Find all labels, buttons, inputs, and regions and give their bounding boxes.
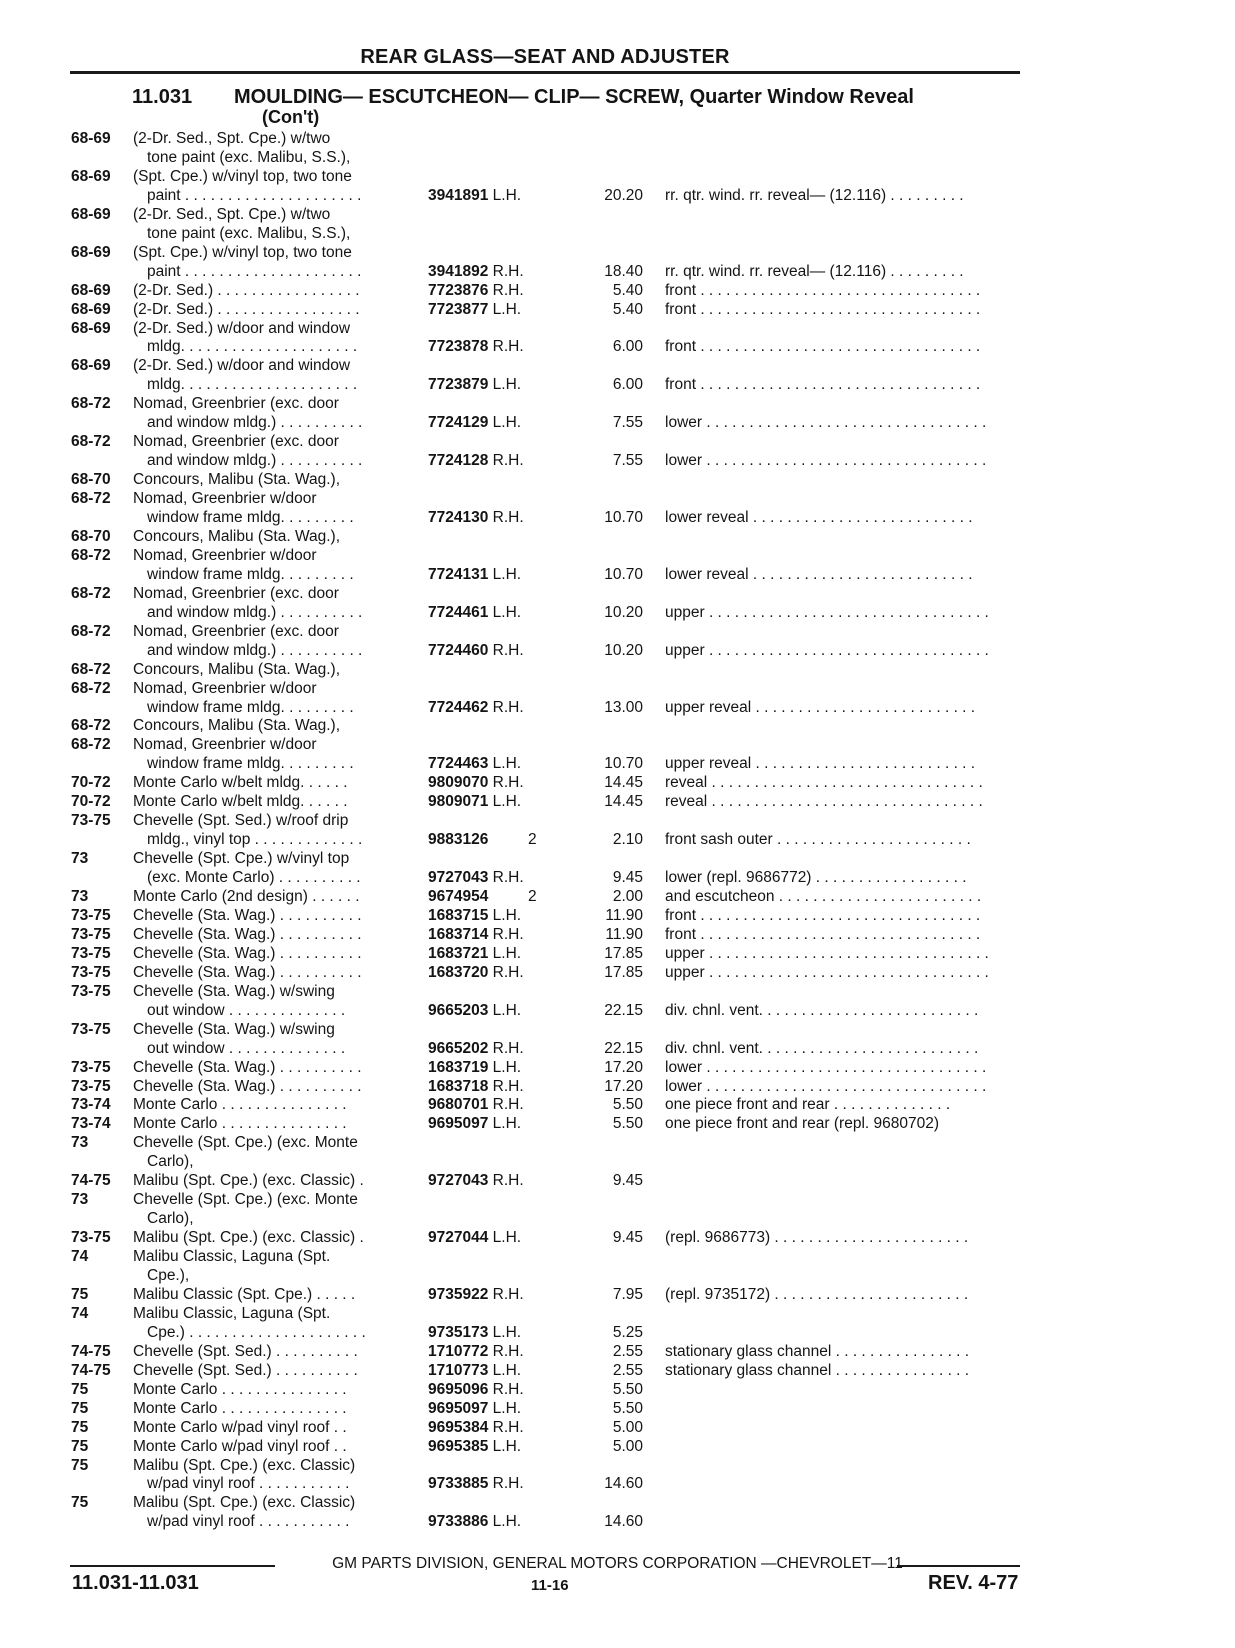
remarks: upper reveal . . . . . . . . . . . . . . . . . . . . . . . . . . bbox=[665, 699, 976, 716]
side-designation: R.H. bbox=[492, 263, 524, 280]
side-designation: R.H. bbox=[492, 1381, 524, 1398]
side-designation: L.H. bbox=[492, 1115, 522, 1132]
price: 2.55 bbox=[612, 1343, 643, 1360]
model-year: 70-72 bbox=[71, 774, 111, 791]
quantity: 2 bbox=[528, 888, 537, 905]
side-designation: L.H. bbox=[492, 1229, 522, 1246]
price: 6.00 bbox=[612, 338, 643, 355]
vehicle-description: tone paint (exc. Malibu, S.S.), bbox=[147, 149, 351, 166]
side-designation: L.H. bbox=[492, 566, 522, 583]
part-number: 1683714 R.H. bbox=[428, 926, 524, 943]
price: 11.90 bbox=[605, 926, 643, 943]
vehicle-description: out window . . . . . . . . . . . . . . bbox=[147, 1040, 346, 1057]
side-designation: R.H. bbox=[492, 1096, 524, 1113]
vehicle-description: Monte Carlo . . . . . . . . . . . . . . . bbox=[133, 1115, 347, 1132]
side-designation: L.H. bbox=[492, 1059, 522, 1076]
vehicle-description: Chevelle (Spt. Sed.) . . . . . . . . . . bbox=[133, 1362, 358, 1379]
vehicle-description: mldg. . . . . . . . . . . . . . . . . . . . . bbox=[147, 338, 358, 355]
vehicle-description: Chevelle (Spt. Cpe.) w/vinyl top bbox=[133, 850, 350, 867]
vehicle-description: (2-Dr. Sed.) w/door and window bbox=[133, 357, 351, 374]
vehicle-description: (2-Dr. Sed., Spt. Cpe.) w/two bbox=[133, 130, 331, 147]
model-year: 73-75 bbox=[71, 964, 111, 981]
vehicle-description: Monte Carlo (2nd design) . . . . . . bbox=[133, 888, 360, 905]
model-year: 73 bbox=[71, 850, 89, 867]
part-number: 9695385 L.H. bbox=[428, 1438, 522, 1455]
remarks: reveal . . . . . . . . . . . . . . . . . . . . . . . . . . . . . . . . bbox=[665, 793, 983, 810]
part-number: 9809071 L.H. bbox=[428, 793, 522, 810]
remarks: rr. qtr. wind. rr. reveal— (12.116) . . . . . . . . . bbox=[665, 263, 964, 280]
model-year: 73-75 bbox=[71, 983, 111, 1000]
model-year: 73-74 bbox=[71, 1115, 111, 1132]
price: 17.85 bbox=[604, 945, 643, 962]
vehicle-description: (Spt. Cpe.) w/vinyl top, two tone bbox=[133, 168, 352, 185]
part-number: 7723879 L.H. bbox=[428, 376, 522, 393]
footer-section-range: 11.031-11.031 bbox=[72, 1572, 199, 1594]
vehicle-description: Malibu (Spt. Cpe.) (exc. Classic) . bbox=[133, 1172, 364, 1189]
vehicle-description: (2-Dr. Sed.) . . . . . . . . . . . . . . . . . bbox=[133, 282, 360, 299]
model-year: 70-72 bbox=[71, 793, 111, 810]
side-designation: R.H. bbox=[492, 338, 524, 355]
price: 9.45 bbox=[612, 1229, 643, 1246]
part-number: 9695097 L.H. bbox=[428, 1400, 522, 1417]
price: 20.20 bbox=[604, 187, 643, 204]
vehicle-description: Concours, Malibu (Sta. Wag.), bbox=[133, 528, 341, 545]
price: 2.55 bbox=[612, 1362, 643, 1379]
section-number: 11.031 bbox=[132, 86, 193, 108]
model-year: 75 bbox=[71, 1494, 89, 1511]
model-year: 73 bbox=[71, 1191, 89, 1208]
price: 6.00 bbox=[612, 376, 643, 393]
side-designation: R.H. bbox=[492, 869, 524, 886]
vehicle-description: w/pad vinyl roof . . . . . . . . . . . bbox=[147, 1513, 350, 1530]
remarks: (repl. 9686773) . . . . . . . . . . . . . . . . . . . . . . . bbox=[665, 1229, 969, 1246]
vehicle-description: Monte Carlo . . . . . . . . . . . . . . . bbox=[133, 1381, 347, 1398]
model-year: 68-72 bbox=[71, 547, 111, 564]
part-number: 9727043 R.H. bbox=[428, 869, 524, 886]
part-number: 9733886 L.H. bbox=[428, 1513, 522, 1530]
price: 9.45 bbox=[612, 1172, 643, 1189]
model-year: 68-69 bbox=[71, 168, 111, 185]
remarks: lower reveal . . . . . . . . . . . . . . . . . . . . . . . . . . bbox=[665, 509, 973, 526]
vehicle-description: Nomad, Greenbrier (exc. door bbox=[133, 623, 339, 640]
side-designation: R.H. bbox=[492, 1172, 524, 1189]
side-designation: R.H. bbox=[492, 452, 524, 469]
part-number: 9695097 L.H. bbox=[428, 1115, 522, 1132]
side-designation: L.H. bbox=[492, 1438, 522, 1455]
part-number: 7724129 L.H. bbox=[428, 414, 522, 431]
remarks: front . . . . . . . . . . . . . . . . . . . . . . . . . . . . . . . . . bbox=[665, 926, 981, 943]
price: 14.45 bbox=[604, 774, 643, 791]
remarks: stationary glass channel . . . . . . . . . . . . . . . . bbox=[665, 1362, 970, 1379]
vehicle-description: out window . . . . . . . . . . . . . . bbox=[147, 1002, 346, 1019]
remarks: and escutcheon . . . . . . . . . . . . . . . . . . . . . . . . bbox=[665, 888, 982, 905]
vehicle-description: Chevelle (Sta. Wag.) . . . . . . . . . . bbox=[133, 1078, 362, 1095]
vehicle-description: Carlo), bbox=[147, 1210, 194, 1227]
model-year: 75 bbox=[71, 1438, 89, 1455]
quantity: 2 bbox=[528, 831, 537, 848]
side-designation: R.H. bbox=[492, 642, 524, 659]
model-year: 68-69 bbox=[71, 301, 111, 318]
vehicle-description: (2-Dr. Sed.) . . . . . . . . . . . . . . . . . bbox=[133, 301, 360, 318]
side-designation: L.H. bbox=[492, 1002, 522, 1019]
model-year: 75 bbox=[71, 1419, 89, 1436]
vehicle-description: and window mldg.) . . . . . . . . . . bbox=[147, 452, 363, 469]
vehicle-description: (Spt. Cpe.) w/vinyl top, two tone bbox=[133, 244, 352, 261]
vehicle-description: Chevelle (Sta. Wag.) . . . . . . . . . . bbox=[133, 945, 362, 962]
part-number: 7723876 R.H. bbox=[428, 282, 524, 299]
price: 10.70 bbox=[604, 566, 643, 583]
side-designation: R.H. bbox=[492, 699, 524, 716]
part-number: 9733885 R.H. bbox=[428, 1475, 524, 1492]
model-year: 74 bbox=[71, 1248, 89, 1265]
vehicle-description: Chevelle (Spt. Sed.) w/roof drip bbox=[133, 812, 349, 829]
remarks: lower . . . . . . . . . . . . . . . . . . . . . . . . . . . . . . . . . bbox=[665, 414, 987, 431]
price: 2.00 bbox=[612, 888, 643, 905]
remarks: upper reveal . . . . . . . . . . . . . . . . . . . . . . . . . . bbox=[665, 755, 976, 772]
model-year: 74-75 bbox=[71, 1172, 111, 1189]
part-number: 7724131 L.H. bbox=[428, 566, 522, 583]
price: 14.60 bbox=[604, 1513, 643, 1530]
part-number: 3941891 L.H. bbox=[428, 187, 522, 204]
price: 14.60 bbox=[604, 1475, 643, 1492]
model-year: 68-72 bbox=[71, 395, 111, 412]
price: 7.55 bbox=[612, 452, 643, 469]
price: 10.70 bbox=[604, 509, 643, 526]
model-year: 68-70 bbox=[71, 471, 111, 488]
remarks: upper . . . . . . . . . . . . . . . . . . . . . . . . . . . . . . . . . bbox=[665, 964, 989, 981]
price: 14.45 bbox=[604, 793, 643, 810]
vehicle-description: Chevelle (Spt. Cpe.) (exc. Monte bbox=[133, 1134, 358, 1151]
remarks: lower reveal . . . . . . . . . . . . . . . . . . . . . . . . . . bbox=[665, 566, 973, 583]
part-number: 1683715 L.H. bbox=[428, 907, 522, 924]
vehicle-description: paint . . . . . . . . . . . . . . . . . . . . . bbox=[147, 187, 362, 204]
vehicle-description: (2-Dr. Sed.) w/door and window bbox=[133, 320, 351, 337]
model-year: 73-75 bbox=[71, 926, 111, 943]
vehicle-description: Malibu (Spt. Cpe.) (exc. Classic) bbox=[133, 1494, 356, 1511]
remarks: one piece front and rear . . . . . . . . . . . . . . bbox=[665, 1096, 951, 1113]
price: 13.00 bbox=[604, 699, 643, 716]
price: 9.45 bbox=[612, 869, 643, 886]
vehicle-description: Chevelle (Sta. Wag.) w/swing bbox=[133, 1021, 335, 1038]
vehicle-description: Monte Carlo w/belt mldg. . . . . . bbox=[133, 793, 348, 810]
part-number: 7724461 L.H. bbox=[428, 604, 522, 621]
remarks: div. chnl. vent. . . . . . . . . . . . . . . . . . . . . . . . . . bbox=[665, 1040, 979, 1057]
part-number: 1683720 R.H. bbox=[428, 964, 524, 981]
part-number: 7724460 R.H. bbox=[428, 642, 524, 659]
vehicle-description: Concours, Malibu (Sta. Wag.), bbox=[133, 661, 341, 678]
vehicle-description: Nomad, Greenbrier (exc. door bbox=[133, 433, 339, 450]
vehicle-description: Monte Carlo w/belt mldg. . . . . . bbox=[133, 774, 348, 791]
vehicle-description: Nomad, Greenbrier (exc. door bbox=[133, 395, 339, 412]
remarks: lower . . . . . . . . . . . . . . . . . . . . . . . . . . . . . . . . . bbox=[665, 1059, 987, 1076]
vehicle-description: Cpe.) . . . . . . . . . . . . . . . . . . . . . bbox=[147, 1324, 366, 1341]
price: 17.20 bbox=[604, 1078, 643, 1095]
side-designation: L.H. bbox=[492, 301, 522, 318]
model-year: 68-72 bbox=[71, 433, 111, 450]
vehicle-description: Chevelle (Sta. Wag.) . . . . . . . . . . bbox=[133, 1059, 362, 1076]
vehicle-description: tone paint (exc. Malibu, S.S.), bbox=[147, 225, 351, 242]
remarks: front sash outer . . . . . . . . . . . . . . . . . . . . . . . bbox=[665, 831, 971, 848]
side-designation: R.H. bbox=[492, 964, 524, 981]
side-designation: R.H. bbox=[492, 926, 524, 943]
part-number: 9735922 R.H. bbox=[428, 1286, 524, 1303]
part-number: 7723877 L.H. bbox=[428, 301, 522, 318]
side-designation: R.H. bbox=[492, 1078, 524, 1095]
side-designation: L.H. bbox=[492, 907, 522, 924]
vehicle-description: Chevelle (Sta. Wag.) . . . . . . . . . . bbox=[133, 926, 362, 943]
model-year: 68-70 bbox=[71, 528, 111, 545]
model-year: 74 bbox=[71, 1305, 89, 1322]
vehicle-description: Nomad, Greenbrier (exc. door bbox=[133, 585, 339, 602]
model-year: 68-69 bbox=[71, 206, 111, 223]
part-number: 9665202 R.H. bbox=[428, 1040, 524, 1057]
vehicle-description: Concours, Malibu (Sta. Wag.), bbox=[133, 717, 341, 734]
price: 10.20 bbox=[604, 642, 643, 659]
part-number: 7724128 R.H. bbox=[428, 452, 524, 469]
price: 5.40 bbox=[612, 301, 643, 318]
part-number: 1710773 L.H. bbox=[428, 1362, 522, 1379]
model-year: 68-69 bbox=[71, 320, 111, 337]
model-year: 73-75 bbox=[71, 1021, 111, 1038]
vehicle-description: Nomad, Greenbrier w/door bbox=[133, 736, 317, 753]
part-number: 1710772 R.H. bbox=[428, 1343, 524, 1360]
remarks: upper . . . . . . . . . . . . . . . . . . . . . . . . . . . . . . . . . bbox=[665, 604, 989, 621]
side-designation: R.H. bbox=[492, 1286, 524, 1303]
vehicle-description: Nomad, Greenbrier w/door bbox=[133, 547, 317, 564]
model-year: 68-72 bbox=[71, 717, 111, 734]
price: 5.00 bbox=[612, 1438, 643, 1455]
model-year: 73 bbox=[71, 1134, 89, 1151]
remarks: front . . . . . . . . . . . . . . . . . . . . . . . . . . . . . . . . . bbox=[665, 376, 981, 393]
price: 5.50 bbox=[612, 1400, 643, 1417]
part-number: 7723878 R.H. bbox=[428, 338, 524, 355]
side-designation: R.H. bbox=[492, 282, 524, 299]
vehicle-description: Nomad, Greenbrier w/door bbox=[133, 680, 317, 697]
vehicle-description: Chevelle (Spt. Sed.) . . . . . . . . . . bbox=[133, 1343, 358, 1360]
vehicle-description: Malibu (Spt. Cpe.) (exc. Classic) . bbox=[133, 1229, 364, 1246]
vehicle-description: Monte Carlo . . . . . . . . . . . . . . . bbox=[133, 1400, 347, 1417]
side-designation: R.H. bbox=[492, 1419, 524, 1436]
side-designation: L.H. bbox=[492, 1513, 522, 1530]
vehicle-description: and window mldg.) . . . . . . . . . . bbox=[147, 604, 363, 621]
model-year: 68-72 bbox=[71, 736, 111, 753]
model-year: 73-75 bbox=[71, 1059, 111, 1076]
side-designation: L.H. bbox=[492, 414, 522, 431]
price: 17.20 bbox=[604, 1059, 643, 1076]
price: 17.85 bbox=[604, 964, 643, 981]
remarks: front . . . . . . . . . . . . . . . . . . . . . . . . . . . . . . . . . bbox=[665, 301, 981, 318]
price: 5.50 bbox=[612, 1381, 643, 1398]
price: 2.10 bbox=[612, 831, 643, 848]
vehicle-description: window frame mldg. . . . . . . . . bbox=[147, 566, 354, 583]
part-number: 9680701 R.H. bbox=[428, 1096, 524, 1113]
vehicle-description: Cpe.), bbox=[147, 1267, 190, 1284]
price: 5.00 bbox=[612, 1419, 643, 1436]
remarks: one piece front and rear (repl. 9680702) bbox=[665, 1115, 940, 1132]
model-year: 73-75 bbox=[71, 1078, 111, 1095]
model-year: 73-75 bbox=[71, 945, 111, 962]
side-designation: R.H. bbox=[492, 1040, 524, 1057]
part-number: 9883126 bbox=[428, 831, 489, 848]
model-year: 73-75 bbox=[71, 907, 111, 924]
remarks: reveal . . . . . . . . . . . . . . . . . . . . . . . . . . . . . . . . bbox=[665, 774, 983, 791]
side-designation: R.H. bbox=[492, 509, 524, 526]
vehicle-description: window frame mldg. . . . . . . . . bbox=[147, 755, 354, 772]
vehicle-description: Concours, Malibu (Sta. Wag.), bbox=[133, 471, 341, 488]
side-designation: L.H. bbox=[492, 604, 522, 621]
model-year: 68-69 bbox=[71, 282, 111, 299]
remarks: front . . . . . . . . . . . . . . . . . . . . . . . . . . . . . . . . . bbox=[665, 338, 981, 355]
vehicle-description: Chevelle (Sta. Wag.) . . . . . . . . . . bbox=[133, 964, 362, 981]
part-number: 1683721 L.H. bbox=[428, 945, 522, 962]
part-number: 3941892 R.H. bbox=[428, 263, 524, 280]
vehicle-description: Chevelle (Spt. Cpe.) (exc. Monte bbox=[133, 1191, 358, 1208]
vehicle-description: window frame mldg. . . . . . . . . bbox=[147, 699, 354, 716]
remarks: lower (repl. 9686772) . . . . . . . . . . . . . . . . . . bbox=[665, 869, 967, 886]
model-year: 75 bbox=[71, 1381, 89, 1398]
model-year: 73-74 bbox=[71, 1096, 111, 1113]
footer-text: GM PARTS DIVISION, GENERAL MOTORS CORPORATION —CHEVROLET—11 bbox=[332, 1555, 903, 1572]
vehicle-description: paint . . . . . . . . . . . . . . . . . . . . . bbox=[147, 263, 362, 280]
vehicle-description: Malibu Classic (Spt. Cpe.) . . . . . bbox=[133, 1286, 356, 1303]
part-number: 9727043 R.H. bbox=[428, 1172, 524, 1189]
part-number: 7724463 L.H. bbox=[428, 755, 522, 772]
price: 18.40 bbox=[604, 263, 643, 280]
model-year: 68-72 bbox=[71, 680, 111, 697]
side-designation: R.H. bbox=[492, 1343, 524, 1360]
model-year: 75 bbox=[71, 1286, 89, 1303]
remarks: div. chnl. vent. . . . . . . . . . . . . . . . . . . . . . . . . . bbox=[665, 1002, 979, 1019]
price: 22.15 bbox=[604, 1002, 643, 1019]
model-year: 73-75 bbox=[71, 1229, 111, 1246]
price: 10.70 bbox=[604, 755, 643, 772]
side-designation: L.H. bbox=[492, 376, 522, 393]
vehicle-description: (exc. Monte Carlo) . . . . . . . . . . bbox=[147, 869, 361, 886]
model-year: 73 bbox=[71, 888, 89, 905]
model-year: 68-69 bbox=[71, 357, 111, 374]
side-designation: R.H. bbox=[492, 774, 524, 791]
remarks: lower . . . . . . . . . . . . . . . . . . . . . . . . . . . . . . . . . bbox=[665, 1078, 987, 1095]
part-number: 7724130 R.H. bbox=[428, 509, 524, 526]
part-number: 9665203 L.H. bbox=[428, 1002, 522, 1019]
remarks: stationary glass channel . . . . . . . . . . . . . . . . bbox=[665, 1343, 970, 1360]
remarks: upper . . . . . . . . . . . . . . . . . . . . . . . . . . . . . . . . . bbox=[665, 945, 989, 962]
side-designation: L.H. bbox=[492, 1400, 522, 1417]
price: 5.40 bbox=[612, 282, 643, 299]
model-year: 74-75 bbox=[71, 1343, 111, 1360]
part-number: 9809070 R.H. bbox=[428, 774, 524, 791]
vehicle-description: Carlo), bbox=[147, 1153, 194, 1170]
model-year: 68-72 bbox=[71, 490, 111, 507]
price: 5.25 bbox=[612, 1324, 643, 1341]
part-number: 9735173 L.H. bbox=[428, 1324, 522, 1341]
part-number: 9695384 R.H. bbox=[428, 1419, 524, 1436]
part-number: 9695096 R.H. bbox=[428, 1381, 524, 1398]
side-designation: L.H. bbox=[492, 1362, 522, 1379]
remarks: upper . . . . . . . . . . . . . . . . . . . . . . . . . . . . . . . . . bbox=[665, 642, 989, 659]
section-continued-label: (Con't) bbox=[262, 107, 320, 127]
vehicle-description: and window mldg.) . . . . . . . . . . bbox=[147, 642, 363, 659]
vehicle-description: Nomad, Greenbrier w/door bbox=[133, 490, 317, 507]
price: 5.50 bbox=[612, 1096, 643, 1113]
part-number: 1683718 R.H. bbox=[428, 1078, 524, 1095]
page-number: 11-16 bbox=[531, 1577, 569, 1594]
price: 5.50 bbox=[612, 1115, 643, 1132]
remarks: front . . . . . . . . . . . . . . . . . . . . . . . . . . . . . . . . . bbox=[665, 282, 981, 299]
side-designation: L.H. bbox=[492, 1324, 522, 1341]
side-designation: L.H. bbox=[492, 187, 522, 204]
price: 7.95 bbox=[612, 1286, 643, 1303]
side-designation: L.H. bbox=[492, 793, 522, 810]
price: 10.20 bbox=[604, 604, 643, 621]
side-designation: R.H. bbox=[492, 1475, 524, 1492]
price: 11.90 bbox=[605, 907, 643, 924]
vehicle-description: and window mldg.) . . . . . . . . . . bbox=[147, 414, 363, 431]
model-year: 68-69 bbox=[71, 244, 111, 261]
vehicle-description: Chevelle (Sta. Wag.) w/swing bbox=[133, 983, 335, 1000]
remarks: rr. qtr. wind. rr. reveal— (12.116) . . . . . . . . . bbox=[665, 187, 964, 204]
section-title: MOULDING— ESCUTCHEON— CLIP— SCREW, Quarter Window Reveal bbox=[234, 86, 914, 108]
model-year: 68-69 bbox=[71, 130, 111, 147]
part-number: 9727044 L.H. bbox=[428, 1229, 522, 1246]
remarks: lower . . . . . . . . . . . . . . . . . . . . . . . . . . . . . . . . . bbox=[665, 452, 987, 469]
remarks: front . . . . . . . . . . . . . . . . . . . . . . . . . . . . . . . . . bbox=[665, 907, 981, 924]
model-year: 74-75 bbox=[71, 1362, 111, 1379]
vehicle-description: mldg., vinyl top . . . . . . . . . . . . . bbox=[147, 831, 363, 848]
price: 7.55 bbox=[612, 414, 643, 431]
vehicle-description: Monte Carlo w/pad vinyl roof . . bbox=[133, 1419, 347, 1436]
price: 22.15 bbox=[604, 1040, 643, 1057]
model-year: 68-72 bbox=[71, 661, 111, 678]
vehicle-description: (2-Dr. Sed., Spt. Cpe.) w/two bbox=[133, 206, 331, 223]
remarks: (repl. 9735172) . . . . . . . . . . . . . . . . . . . . . . . bbox=[665, 1286, 969, 1303]
vehicle-description: Malibu Classic, Laguna (Spt. bbox=[133, 1248, 331, 1265]
vehicle-description: Malibu (Spt. Cpe.) (exc. Classic) bbox=[133, 1457, 356, 1474]
side-designation: L.H. bbox=[492, 755, 522, 772]
model-year: 75 bbox=[71, 1400, 89, 1417]
vehicle-description: w/pad vinyl roof . . . . . . . . . . . bbox=[147, 1475, 350, 1492]
side-designation: L.H. bbox=[492, 945, 522, 962]
vehicle-description: Chevelle (Sta. Wag.) . . . . . . . . . . bbox=[133, 907, 362, 924]
page-title: REAR GLASS—SEAT AND ADJUSTER bbox=[360, 46, 730, 68]
part-number: 9674954 bbox=[428, 888, 489, 905]
vehicle-description: mldg. . . . . . . . . . . . . . . . . . . . . bbox=[147, 376, 358, 393]
model-year: 75 bbox=[71, 1457, 89, 1474]
part-number: 1683719 L.H. bbox=[428, 1059, 522, 1076]
model-year: 68-72 bbox=[71, 623, 111, 640]
vehicle-description: window frame mldg. . . . . . . . . bbox=[147, 509, 354, 526]
model-year: 68-72 bbox=[71, 585, 111, 602]
vehicle-description: Monte Carlo . . . . . . . . . . . . . . . bbox=[133, 1096, 347, 1113]
part-number: 7724462 R.H. bbox=[428, 699, 524, 716]
model-year: 73-75 bbox=[71, 812, 111, 829]
revision-label: REV. 4-77 bbox=[928, 1572, 1019, 1594]
vehicle-description: Malibu Classic, Laguna (Spt. bbox=[133, 1305, 331, 1322]
vehicle-description: Monte Carlo w/pad vinyl roof . . bbox=[133, 1438, 347, 1455]
